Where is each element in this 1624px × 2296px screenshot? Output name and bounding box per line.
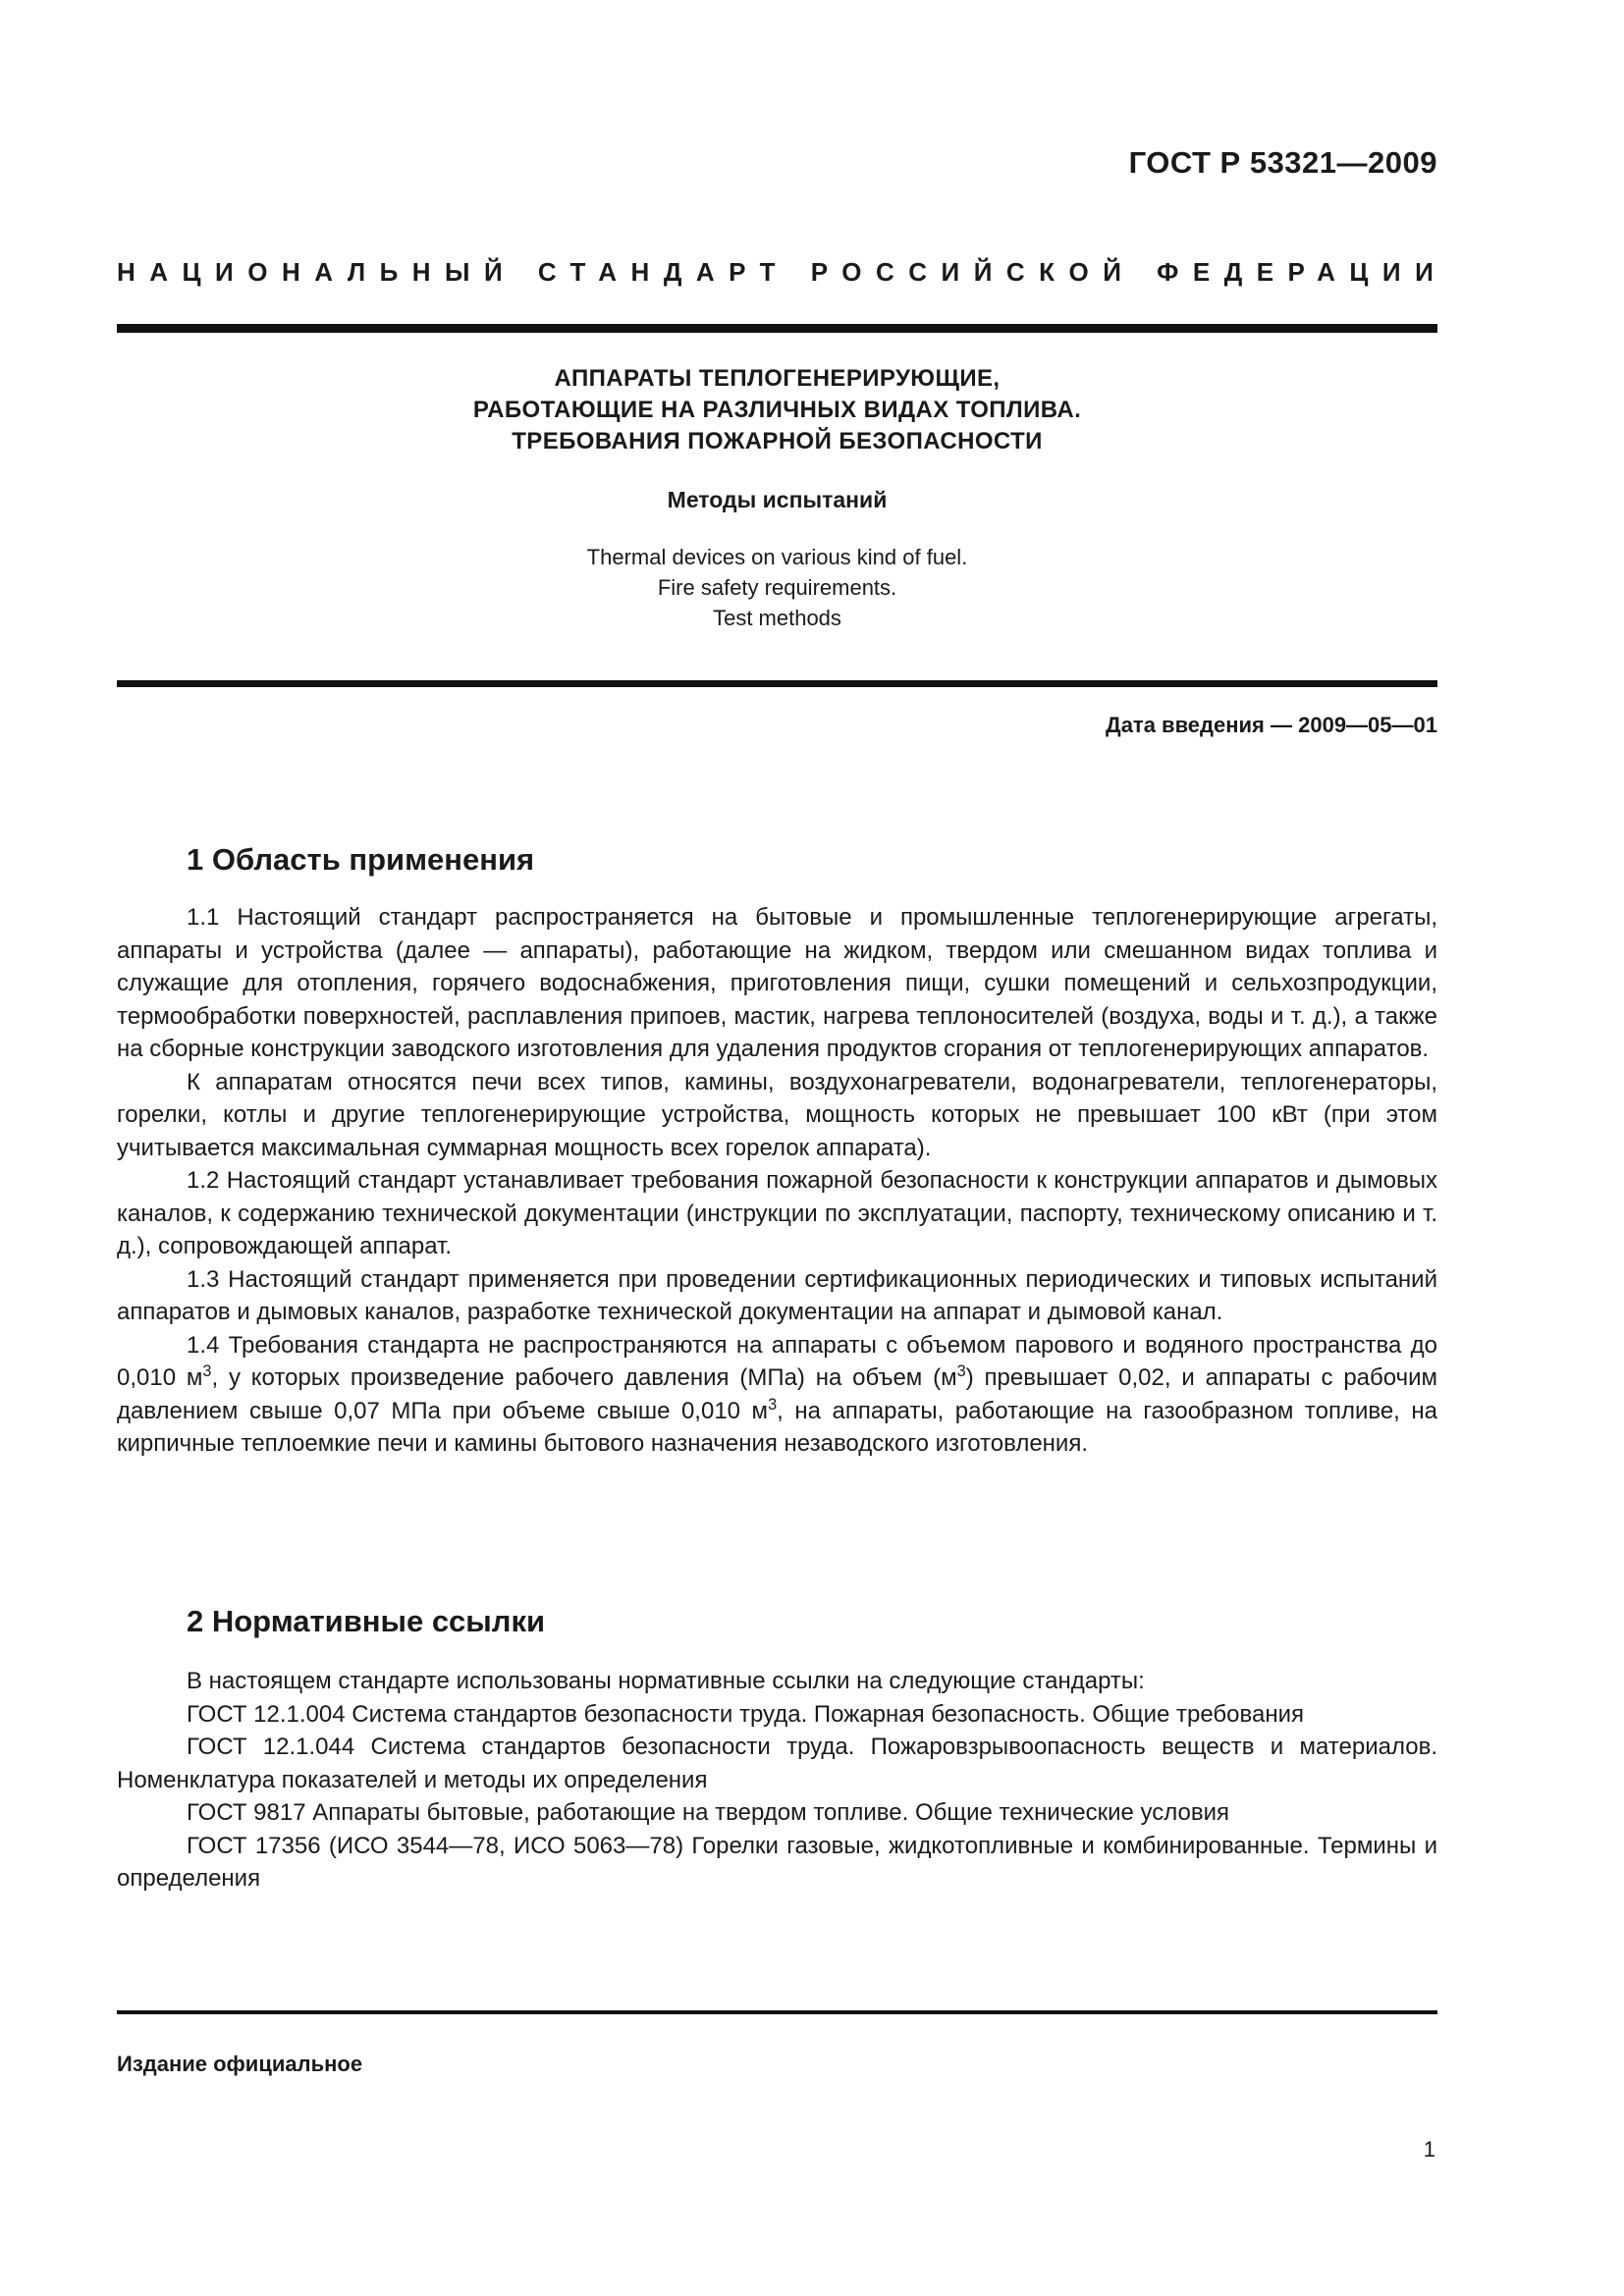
section-heading-references: 2 Нормативные ссылки — [187, 1604, 546, 1638]
section-body-scope — [117, 901, 1437, 1461]
title-line: РАБОТАЮЩИЕ НА РАЗЛИЧНЫХ ВИДАХ ТОПЛИВА. — [472, 397, 1082, 423]
paragraph: К аппаратам относятся печи всех типов, камины, воздухонагреватели, водонагреватели, теплогенераторы, горелки, котлы и другие теплогенерирующие устройства, мощность которых не превышает 100 кВт (при этом учитывается максимальная суммарная мощность всех горелок аппарата). — [117, 1068, 1437, 1161]
title-line: ТРЕБОВАНИЯ ПОЖАРНОЙ БЕЗОПАСНОСТИ — [512, 428, 1043, 454]
paragraph: 1.1 Настоящий стандарт распространяется на бытовые и промышленные теплогенерирующие агрегаты, аппараты и устройства (далее — аппараты), работающие на жидком, твердом или смешанном видах топлива и служащие для отопления, горячего водоснабжения, приготовления пищи, сушки помещений и сельхозпродукции, термообработки поверхностей, расплавления припоев, мастик, нагрева теплоносителей (воздуха, воды и т. д.), а также на сборные конструкции заводского изготовления для удаления продуктов сгорания от теплогенерирующих аппаратов. — [117, 904, 1437, 1062]
superscript: 3 — [768, 1395, 778, 1414]
official-edition-note: Издание официальное — [117, 2052, 363, 2076]
title-subtitle: Методы испытаний — [667, 487, 888, 512]
paragraph: ГОСТ 9817 Аппараты бытовые, работающие на твердом топливе. Общие технические условия — [187, 1799, 1230, 1826]
paragraph: В настоящем стандарте использованы нормативные ссылки на следующие стандарты: — [187, 1668, 1145, 1694]
title-divider — [117, 680, 1437, 687]
paragraph-text: 1.4 Требования стандарта не распространяются на аппараты с объемом парового и водяного пространства до 0,010 м — [117, 1331, 1437, 1391]
english-title-line: Thermal devices on various kind of fuel. — [586, 545, 968, 569]
page-number: 1 — [1423, 2137, 1435, 2162]
introduction-date: Дата введения — 2009—05—01 — [1106, 713, 1437, 737]
paragraph: ГОСТ 17356 (ИСО 3544—78, ИСО 5063—78) Горелки газовые, жидкотопливные и комбинированные. Термины и определения — [117, 1832, 1437, 1892]
paragraph — [117, 1329, 1437, 1461]
paragraph-text: ) превышает 0,02, и аппараты с рабочим давлением свыше 0,07 МПа при объеме свыше 0,010 м — [117, 1364, 1437, 1424]
section-body-references — [117, 1665, 1437, 1896]
english-title-line: Fire safety requirements. — [657, 575, 897, 600]
section-heading-scope: 1 Область применения — [187, 842, 535, 877]
paragraph: ГОСТ 12.1.004 Система стандартов безопасности труда. Пожарная безопасность. Общие требования — [187, 1700, 1305, 1728]
superscript: 3 — [956, 1362, 966, 1380]
paragraph-text: , у которых произведение рабочего давления (МПа) на объем (м — [211, 1364, 957, 1391]
document-number: ГОСТ Р 53321—2009 — [1128, 145, 1437, 180]
top-divider — [117, 324, 1437, 333]
english-title-line: Test methods — [713, 606, 841, 630]
footer-divider — [117, 2010, 1437, 2014]
paragraph: ГОСТ 12.1.044 Система стандартов безопасности труда. Пожаровзрывоопасность веществ и материалов. Номенклатура показателей и методы их определения — [117, 1734, 1437, 1793]
paragraph: 1.3 Настоящий стандарт применяется при проведении сертификационных периодических и типовых испытаний аппаратов и дымовых каналов, разработке технической документации на аппарат и дымовой канал. — [117, 1265, 1437, 1325]
title-line: АППАРАТЫ ТЕПЛОГЕНЕРИРУЮЩИЕ, — [554, 365, 1001, 392]
paragraph-text: , на аппараты, работающие на газообразном топливе, на кирпичные теплоемкие печи и камины бытового назначения незаводского изготовления. — [117, 1397, 1437, 1457]
national-standard-banner: НАЦИОНАЛЬНЫЙ СТАНДАРТ РОССИЙСКОЙ ФЕДЕРАЦИИ — [117, 257, 1448, 287]
paragraph: 1.2 Настоящий стандарт устанавливает требования пожарной безопасности к конструкции аппаратов и дымовых каналов, к содержанию технической документации (инструкции по эксплуатации, паспорту, техническому описанию и т. д.), сопровождающей аппарат. — [117, 1167, 1437, 1259]
superscript: 3 — [202, 1362, 212, 1380]
title-block — [117, 363, 1437, 633]
